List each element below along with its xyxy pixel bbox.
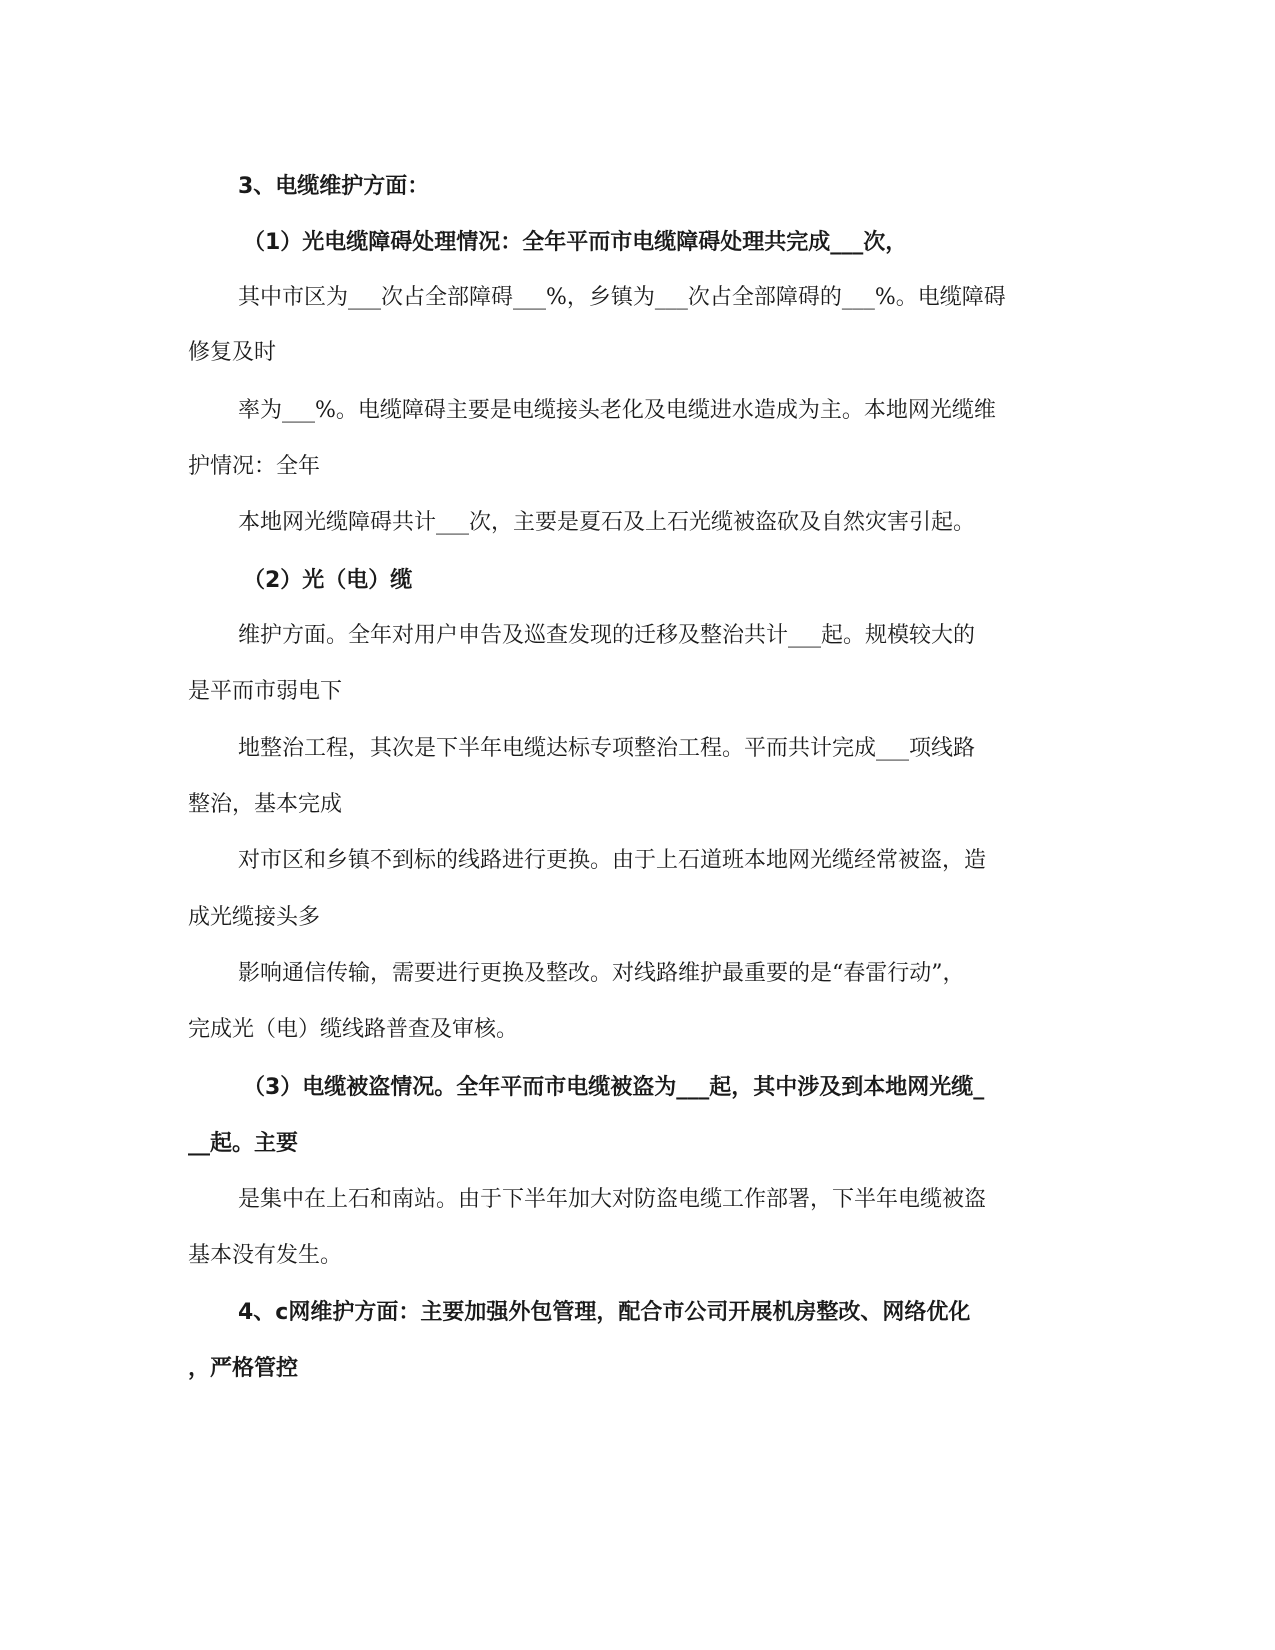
section-heading-4-continuation: ，严格管控 — [188, 1356, 299, 1381]
paragraph-line: 其中市区为___次占全部障碍___%，乡镇为___次占全部障碍的___%。电缆障碍 — [238, 285, 1006, 310]
item-3-title-continuation: __起。主要 — [188, 1131, 299, 1156]
paragraph-line: 率为___%。电缆障碍主要是电缆接头老化及电缆进水造成为主。本地网光缆维 — [238, 398, 996, 423]
section-heading-4: 4、c网维护方面：主要加强外包管理，配合市公司开展机房整改、网络优化 — [238, 1300, 971, 1325]
paragraph-line: 维护方面。全年对用户申告及巡查发现的迁移及整治共计___起。规模较大的 — [238, 623, 976, 648]
item-2-title: （2）光（电）缆 — [243, 568, 413, 593]
paragraph-line: 护情况：全年 — [188, 454, 321, 479]
item-3-title: （3）电缆被盗情况。全年平而市电缆被盗为___起，其中涉及到本地网光缆_ — [243, 1075, 985, 1100]
item-1-title: （1）光电缆障碍处理情况：全年平而市电缆障碍处理共完成___次， — [243, 230, 908, 255]
paragraph-line: 影响通信传输，需要进行更换及整改。对线路维护最重要的是“春雷行动”， — [238, 961, 965, 986]
paragraph-line: 是集中在上石和南站。由于下半年加大对防盗电缆工作部署，下半年电缆被盗 — [238, 1187, 987, 1212]
paragraph-line: 完成光（电）缆线路普查及审核。 — [188, 1017, 519, 1042]
paragraph-line: 地整治工程，其次是下半年电缆达标专项整治工程。平而共计完成___项线路 — [238, 736, 976, 761]
paragraph-line: 修复及时 — [188, 340, 277, 365]
paragraph-line: 基本没有发生。 — [188, 1243, 343, 1268]
paragraph-line: 成光缆接头多 — [188, 905, 321, 930]
section-heading-3: 3、电缆维护方面： — [238, 174, 430, 199]
paragraph-line: 对市区和乡镇不到标的线路进行更换。由于上石道班本地网光缆经常被盗，造 — [238, 848, 987, 873]
paragraph-line: 是平而市弱电下 — [188, 679, 343, 704]
paragraph-line: 整治，基本完成 — [188, 792, 343, 817]
paragraph-line: 本地网光缆障碍共计___次，主要是夏石及上石光缆被盗砍及自然灾害引起。 — [238, 510, 976, 535]
